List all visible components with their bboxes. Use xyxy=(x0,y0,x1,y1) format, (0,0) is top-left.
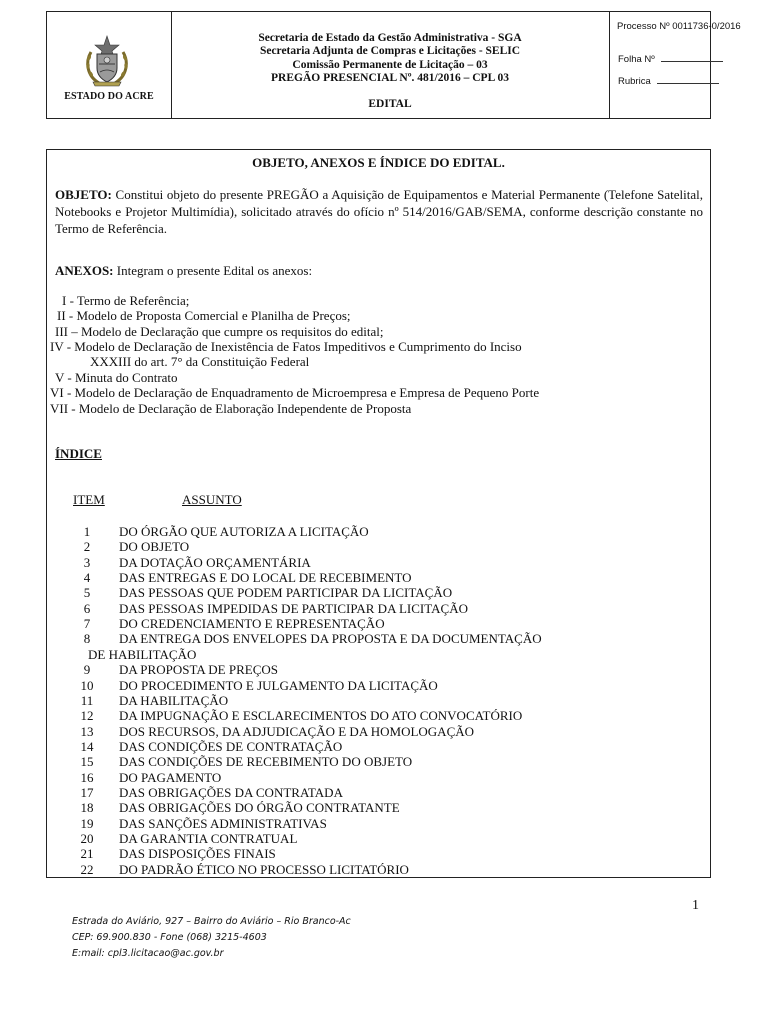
annex-item: II - Modelo de Proposta Comercial e Planilha de Preços; xyxy=(57,308,351,323)
index-item-title: DO PAGAMENTO xyxy=(119,769,222,785)
anexos-label: ANEXOS: xyxy=(55,263,114,278)
index-item-title: DAS CONDIÇÕES DE RECEBIMENTO DO OBJETO xyxy=(119,754,413,770)
index-item-number: 13 xyxy=(80,723,94,739)
index-item-title: DAS OBRIGAÇÕES DO ÓRGÃO CONTRATANTE xyxy=(119,800,400,816)
header-process-cell xyxy=(609,12,741,118)
index-item-number: 17 xyxy=(80,784,94,800)
index-item-number: 8 xyxy=(83,631,91,647)
index-item-number: 11 xyxy=(80,692,94,708)
rubrica-field xyxy=(618,74,719,87)
annex-item: XXXIII do art. 7° da Constituição Federal xyxy=(90,354,310,369)
index-item-title: DO CREDENCIAMENTO E REPRESENTAÇÃO xyxy=(119,616,385,632)
index-item-number: 9 xyxy=(83,662,91,678)
index-item-title: DAS SANÇÕES ADMINISTRATIVAS xyxy=(119,815,327,831)
anexos-paragraph xyxy=(55,262,703,279)
rubrica-label: Rubrica xyxy=(618,76,651,87)
index-item-title: DAS PESSOAS QUE PODEM PARTICIPAR DA LICITAÇÃO xyxy=(119,585,453,601)
folha-label: Folha Nº xyxy=(618,54,655,65)
index-item-number: 19 xyxy=(80,815,94,831)
page-number: 1 xyxy=(692,898,699,913)
index-item-title: DAS CONDIÇÕES DE CONTRATAÇÃO xyxy=(119,738,343,754)
index-item-number: 15 xyxy=(80,754,94,770)
index-item-title: DO PADRÃO ÉTICO NO PROCESSO LICITATÓRIO xyxy=(119,861,409,877)
annex-item: III – Modelo de Declaração que cumpre os requisitos do edital; xyxy=(55,324,384,339)
anexos-text: Integram o presente Edital os anexos: xyxy=(113,263,313,278)
index-item-number: 14 xyxy=(80,738,94,754)
footer-email: E:mail: cpl3.licitacao@ac.gov.br xyxy=(72,948,224,959)
index-item-title: DOS RECURSOS, DA ADJUDICAÇÃO E DA HOMOLOGAÇÃO xyxy=(119,723,475,739)
index-item-title: DA HABILITAÇÃO xyxy=(119,692,229,708)
index-item-title: DAS DISPOSIÇÕES FINAIS xyxy=(119,846,276,862)
index-item-number: 3 xyxy=(83,554,91,570)
header-emblem-cell xyxy=(47,12,172,118)
column-header-item: ITEM xyxy=(73,492,105,507)
indice-heading: ÍNDICE xyxy=(55,446,102,461)
agency-line: PREGÃO PRESENCIAL Nº. 481/2016 – CPL 03 xyxy=(271,71,509,84)
agency-line: Secretaria de Estado da Gestão Administrativa - SGA xyxy=(258,32,522,44)
objeto-text: Constitui objeto do presente PREGÃO a Aquisição de Equipamentos e Material Permanente (Telefone Satelital, Notebooks e Projetor Multimídia), solicitado através do ofício nº 514/2016/GAB/SEMA, conforme descrição constante no Termo de Referência. xyxy=(55,187,703,236)
column-header-assunto: ASSUNTO xyxy=(182,492,242,507)
folha-field xyxy=(618,52,723,65)
index-item-title: DA PROPOSTA DE PREÇOS xyxy=(119,662,278,678)
annex-item: IV - Modelo de Declaração de Inexistência de Fatos Impeditivos e Cumprimento do Inciso xyxy=(50,339,522,354)
annex-item: V - Minuta do Contrato xyxy=(55,370,178,385)
index-item-title: DAS OBRIGAÇÕES DA CONTRATADA xyxy=(119,784,343,800)
index-item-number: 21 xyxy=(80,846,94,862)
state-label: ESTADO DO ACRE xyxy=(64,91,154,102)
index-item-number: 2 xyxy=(83,539,91,555)
index-item-title-continuation: DE HABILITAÇÃO xyxy=(88,646,197,662)
index-item-title: DO ÓRGÃO QUE AUTORIZA A LICITAÇÃO xyxy=(119,524,369,539)
state-coat-of-arms-icon xyxy=(83,34,131,88)
index-item-title: DAS ENTREGAS E DO LOCAL DE RECEBIMENTO xyxy=(119,570,412,586)
index-item-title: DAS PESSOAS IMPEDIDAS DE PARTICIPAR DA LICITAÇÃO xyxy=(119,600,469,616)
index-item-number: 12 xyxy=(80,708,94,724)
section-title: OBJETO, ANEXOS E ÍNDICE DO EDITAL. xyxy=(252,155,505,170)
rubrica-blank-line xyxy=(657,74,719,84)
index-item-title: DA DOTAÇÃO ORÇAMENTÁRIA xyxy=(119,554,311,570)
header-agency-cell xyxy=(171,12,610,118)
agency-block xyxy=(171,32,609,85)
agency-line: Secretaria Adjunta de Compras e Licitações - SELIC xyxy=(259,45,521,58)
folha-blank-line xyxy=(661,52,723,62)
main-content-box xyxy=(46,149,711,878)
index-item-title: DA GARANTIA CONTRATUAL xyxy=(119,831,298,846)
annex-item: VII - Modelo de Declaração de Elaboração Independente de Proposta xyxy=(50,401,412,416)
page-footer xyxy=(72,914,351,962)
index-item-number: 4 xyxy=(83,570,91,586)
agency-line: Comissão Permanente de Licitação – 03 xyxy=(292,58,488,71)
index-item-number: 16 xyxy=(80,769,94,785)
index-item-number: 7 xyxy=(83,616,91,632)
index-item-number: 6 xyxy=(83,600,91,616)
annex-item: VI - Modelo de Declaração de Enquadramento de Microempresa e Empresa de Pequeno Porte xyxy=(50,385,540,400)
footer-address: Estrada do Aviário, 927 – Bairro do Aviário – Rio Branco-Ac xyxy=(72,916,351,927)
annex-item: I - Termo de Referência; xyxy=(62,293,190,308)
index-item-title: DO OBJETO xyxy=(119,539,190,555)
objeto-label: OBJETO: xyxy=(55,187,112,202)
document-type: EDITAL xyxy=(368,98,412,110)
index-item-title: DA IMPUGNAÇÃO E ESCLARECIMENTOS DO ATO CONVOCATÓRIO xyxy=(119,708,523,724)
objeto-paragraph xyxy=(55,186,703,237)
index-item-number: 10 xyxy=(80,677,94,693)
footer-cep-phone: CEP: 69.900.830 - Fone (068) 3215-4603 xyxy=(72,932,267,943)
index-item-number: 18 xyxy=(80,800,94,816)
document-header xyxy=(46,11,741,119)
index-item-number: 20 xyxy=(80,831,94,846)
process-number: Processo Nº 0011736-0/2016 xyxy=(617,21,741,32)
index-item-number: 22 xyxy=(80,861,94,877)
index-item-number: 1 xyxy=(83,524,91,539)
index-item-title: DO PROCEDIMENTO E JULGAMENTO DA LICITAÇÃO xyxy=(119,677,438,693)
index-item-title: DA ENTREGA DOS ENVELOPES DA PROPOSTA E DA DOCUMENTAÇÃO xyxy=(119,631,542,647)
index-item-number: 5 xyxy=(83,585,91,601)
